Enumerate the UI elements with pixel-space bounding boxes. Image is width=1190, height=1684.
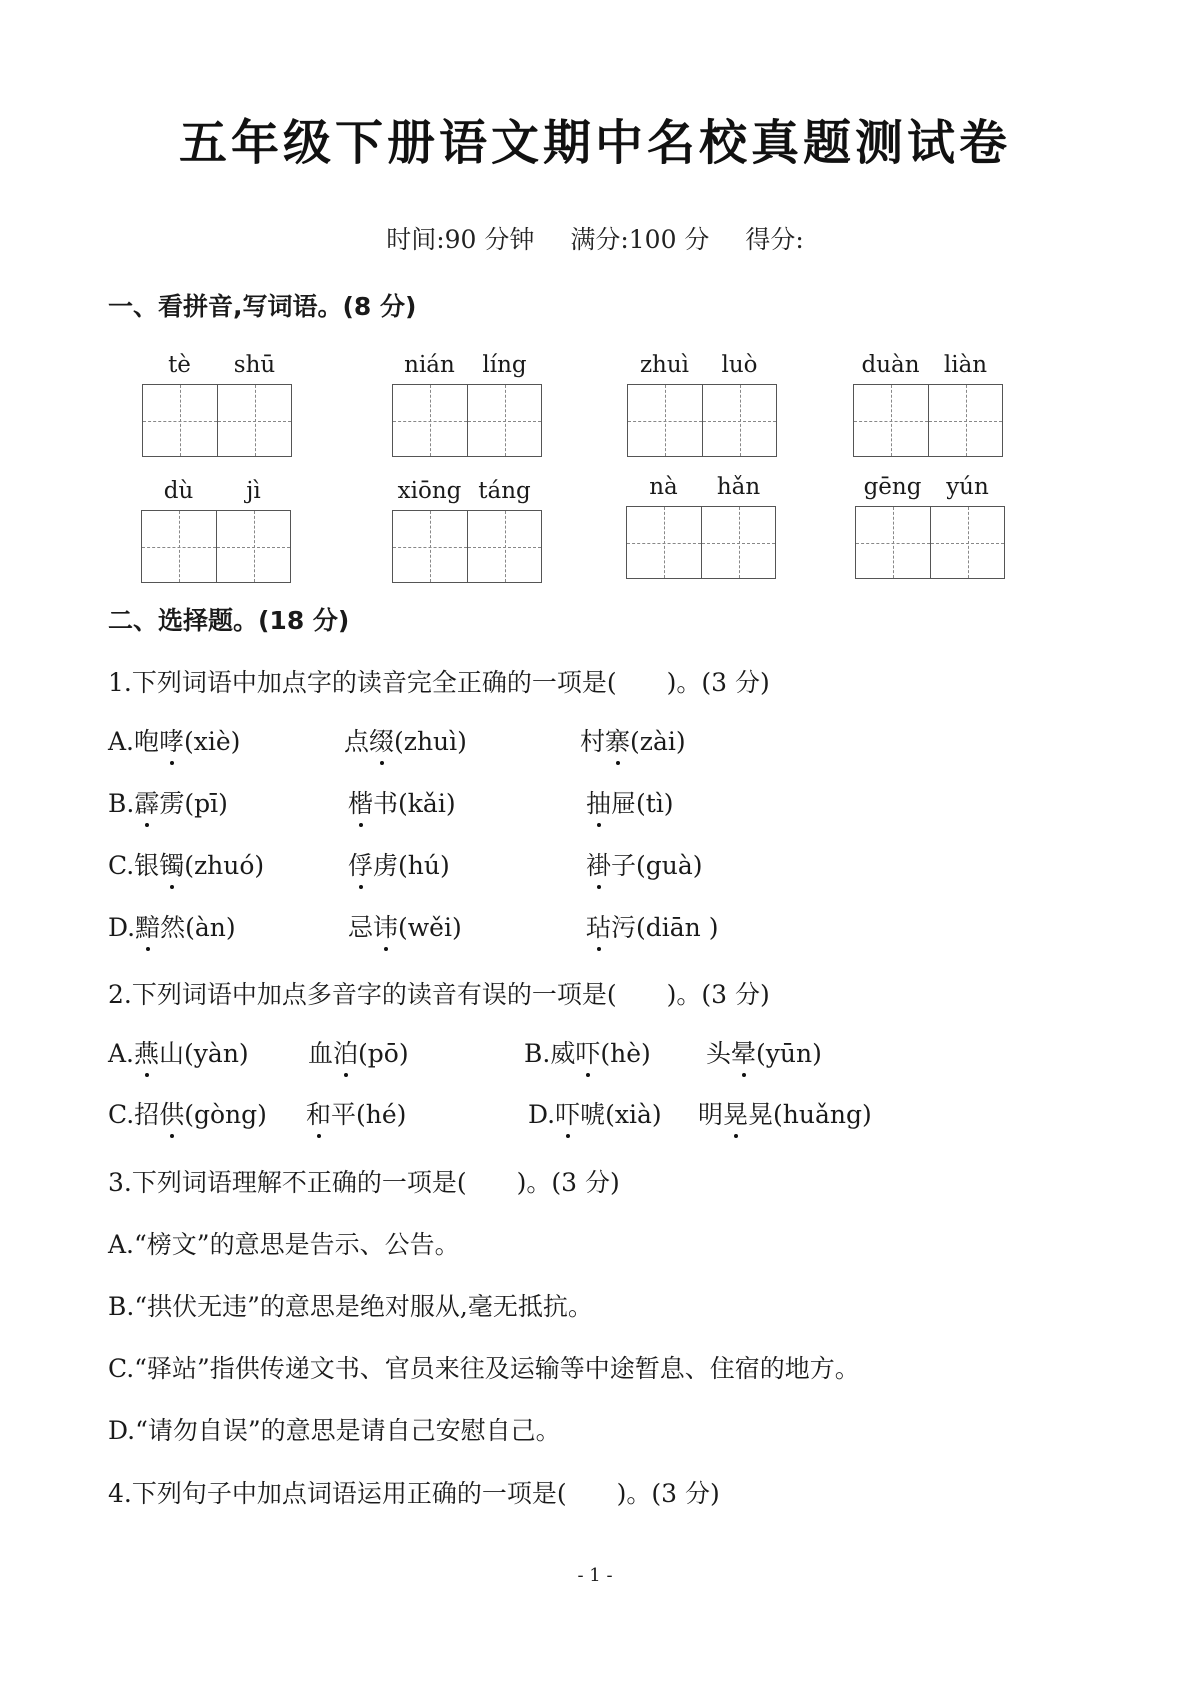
option-c: C.“驿站”指供传递文书、官员来往及运输等中途暂息、住宿的地方。	[108, 1354, 860, 1383]
pinyin: yún	[946, 474, 989, 500]
pinyin-group	[627, 352, 777, 457]
pinyin-group	[855, 474, 1005, 579]
pinyin: jì	[246, 478, 261, 504]
char-box[interactable]	[701, 507, 775, 578]
option-a2: 血泊(pō)	[308, 1034, 409, 1070]
pinyin-group	[392, 352, 542, 457]
pinyin: hǎn	[716, 474, 761, 500]
writing-boxes[interactable]	[141, 510, 291, 583]
option-c1: C.招供(gòng)	[108, 1095, 267, 1131]
pinyin-group	[141, 478, 291, 583]
option-d2: 忌讳(wěi)	[348, 908, 462, 944]
pinyin: nà	[649, 474, 678, 500]
question-2: 2.下列词语中加点多音字的读音有误的一项是( )。(3 分)	[108, 980, 770, 1009]
option-a3: 村寨(zài)	[580, 722, 686, 758]
option-b1: B.威吓(hè)	[524, 1034, 651, 1070]
pinyin: tè	[168, 352, 191, 378]
char-box[interactable]	[702, 385, 776, 456]
pinyin: zhuì	[639, 352, 690, 378]
question-1: 1.下列词语中加点字的读音完全正确的一项是( )。(3 分)	[108, 668, 770, 697]
option-d1: D.黯然(àn)	[108, 908, 236, 944]
section2-heading: 二、选择题。(18 分)	[108, 606, 350, 635]
char-box[interactable]	[143, 385, 217, 456]
char-box[interactable]	[217, 385, 291, 456]
option-b2: 楷书(kǎi)	[348, 784, 456, 820]
pinyin: táng	[478, 478, 531, 504]
page-number: - 1 -	[577, 1565, 613, 1586]
option-d3: 玷污(diān )	[586, 908, 718, 944]
option-c2: 和平(hé)	[306, 1095, 406, 1131]
pinyin-group	[142, 352, 292, 457]
char-box[interactable]	[856, 507, 930, 578]
option-d1: D.吓唬(xià)	[528, 1095, 662, 1131]
char-box[interactable]	[393, 511, 467, 582]
option-a2: 点缀(zhuì)	[344, 722, 467, 758]
char-box[interactable]	[142, 511, 216, 582]
section1-heading: 一、看拼音,写词语。(8 分)	[108, 292, 417, 321]
option-c3: 褂子(guà)	[586, 846, 703, 882]
char-box[interactable]	[628, 385, 702, 456]
pinyin: xiōng	[397, 478, 462, 504]
char-box[interactable]	[627, 507, 701, 578]
score-label: 得分:	[745, 225, 804, 254]
writing-boxes[interactable]	[392, 384, 542, 457]
writing-boxes[interactable]	[855, 506, 1005, 579]
option-c2: 俘虏(hú)	[348, 846, 450, 882]
pinyin: liàn	[943, 352, 988, 378]
full-score-label: 满分:100 分	[570, 225, 710, 254]
option-b3: 抽屉(tì)	[586, 784, 674, 820]
pinyin: nián	[404, 352, 455, 378]
option-b2: 头晕(yūn)	[706, 1034, 822, 1070]
pinyin: dù	[163, 478, 194, 504]
char-box[interactable]	[216, 511, 290, 582]
time-label: 时间:90 分钟	[386, 225, 535, 254]
writing-boxes[interactable]	[627, 384, 777, 457]
writing-boxes[interactable]	[392, 510, 542, 583]
char-box[interactable]	[930, 507, 1004, 578]
pinyin: shū	[233, 352, 276, 378]
char-box[interactable]	[393, 385, 467, 456]
question-3: 3.下列词语理解不正确的一项是( )。(3 分)	[108, 1168, 620, 1197]
pinyin-group	[392, 478, 542, 583]
option-a1: A.咆哮(xiè)	[108, 722, 240, 758]
option-a: A.“榜文”的意思是告示、公告。	[108, 1230, 460, 1259]
char-box[interactable]	[467, 385, 541, 456]
char-box[interactable]	[467, 511, 541, 582]
writing-boxes[interactable]	[853, 384, 1003, 457]
pinyin-group	[626, 474, 776, 579]
writing-boxes[interactable]	[626, 506, 776, 579]
pinyin: gēng	[863, 474, 922, 500]
option-b1: B.霹雳(pī)	[108, 784, 228, 820]
exam-title: 五年级下册语文期中名校真题测试卷	[178, 115, 1011, 171]
pinyin: líng	[482, 352, 527, 378]
pinyin-group	[853, 352, 1003, 457]
question-4: 4.下列句子中加点词语运用正确的一项是( )。(3 分)	[108, 1479, 720, 1508]
option-c1: C.银镯(zhuó)	[108, 846, 264, 882]
char-box[interactable]	[928, 385, 1002, 456]
char-box[interactable]	[854, 385, 928, 456]
exam-meta	[0, 220, 1190, 256]
option-a1: A.燕山(yàn)	[108, 1034, 249, 1070]
option-d: D.“请勿自误”的意思是请自己安慰自己。	[108, 1416, 561, 1445]
pinyin: luò	[721, 352, 758, 378]
option-b: B.“拱伏无违”的意思是绝对服从,毫无抵抗。	[108, 1292, 593, 1321]
option-d2: 明晃晃(huǎng)	[698, 1095, 872, 1131]
writing-boxes[interactable]	[142, 384, 292, 457]
pinyin: duàn	[861, 352, 920, 378]
